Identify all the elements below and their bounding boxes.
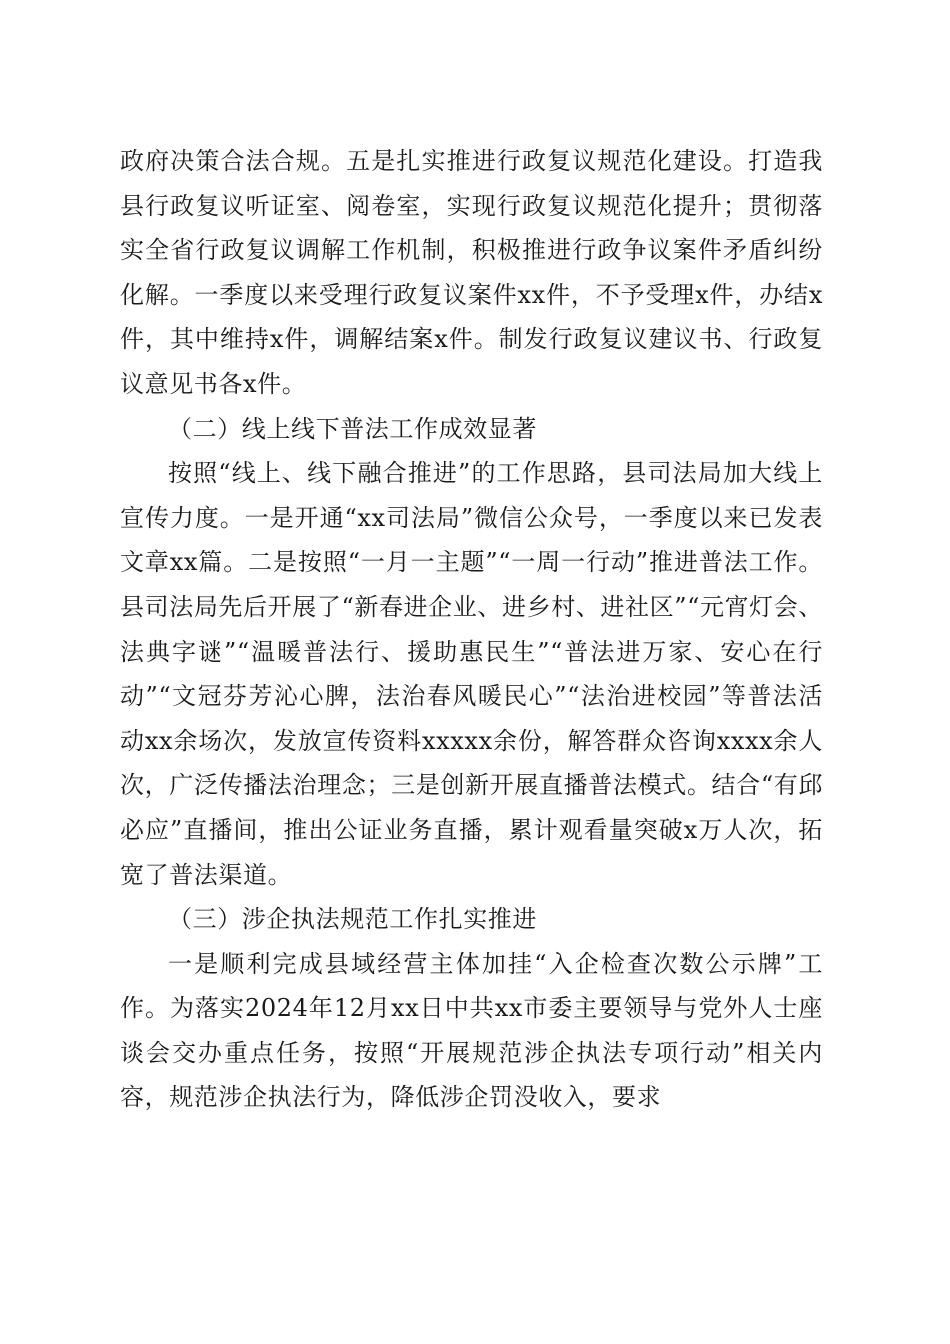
section-heading-3: （三）涉企执法规范工作扎实推进 — [168, 905, 537, 934]
section-heading-2: （二）线上线下普法工作成效显著 — [168, 414, 537, 443]
document-body — [120, 139, 823, 1120]
section-3-paragraph: 一是顺利完成县域经营主体加挂“入企检查次数公示牌”工作。为落实2024年12月xx日中共xx市委主要领导与党外人士座谈会交办重点任务，按照“开展规范涉企执法专项行动”相关内容，规范涉企执法行为，降低涉企罚没收入，要求 — [120, 949, 823, 1112]
continued-paragraph: 政府决策合法合规。五是扎实推进行政复议规范化建设。打造我县行政复议听证室、阅卷室，实现行政复议规范化提升；贯彻落实全省行政复议调解工作机制，积极推进行政争议案件矛盾纠纷化解。一季度以来受理行政复议案件xx件，不予受理x件，办结x件，其中维持x件，调解结案x件。制发行政复议建议书、行政复议意见书各x件。 — [120, 147, 823, 398]
section-2-paragraph: 按照“线上、线下融合推进”的工作思路，县司法局加大线上宣传力度。一是开通“xx司法局”微信公众号，一季度以来已发表文章xx篇。二是按照“一月一主题”“一周一行动”推进普法工作。县司法局先后开展了“新春进企业、进乡村、进社区”“元宵灯会、法典字谜”“温暖普法行、援助惠民生”“普法进万家、安心在行动”“文冠芬芳沁心脾，法治春风暖民心”“法治进校园”等普法活动xx余场次，发放宣传资料xxxxx余份，解答群众咨询xxxx余人次，广泛传播法治理念；三是创新开展直播普法模式。结合“有邱必应”直播间，推出公证业务直播，累计观看量突破x万人次，拓宽了普法渠道。 — [120, 459, 823, 889]
